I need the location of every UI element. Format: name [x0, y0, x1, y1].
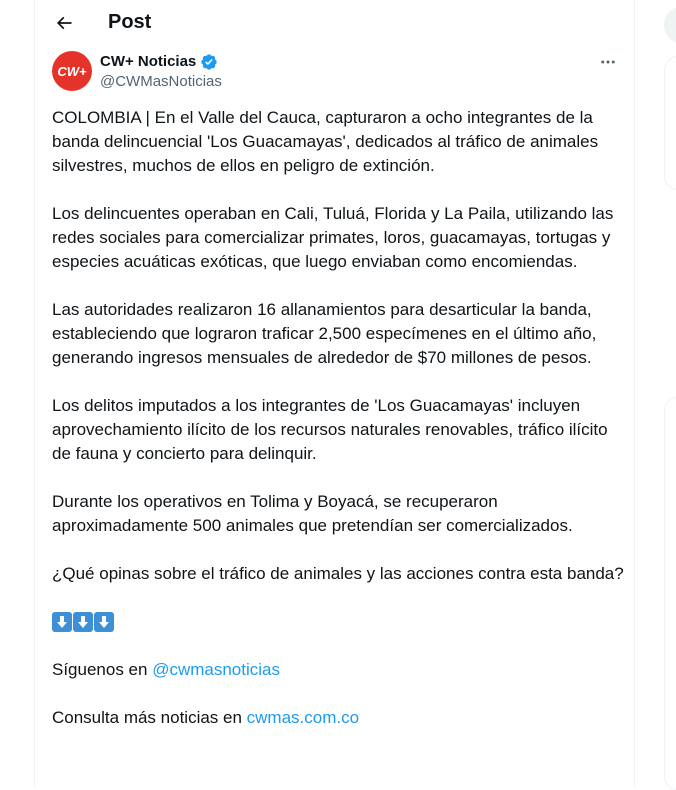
down-arrow-emoji-icon	[52, 612, 72, 632]
post-paragraph: COLOMBIA | En el Valle del Cauca, capturaron a ocho integrantes de la banda delincuencial 'Los Guacamayas', dedicados al tráfico de animales silvestres, muchos de ellos en peligro de extinción.	[52, 108, 599, 175]
follow-mention-link[interactable]: @cwmasnoticias	[152, 660, 280, 679]
down-arrow-emoji-icon	[73, 612, 93, 632]
follow-line	[52, 658, 624, 682]
post-paragraph: ¿Qué opinas sobre el tráfico de animales y las acciones contra esta banda?	[52, 564, 624, 583]
column-border-left	[34, 0, 35, 788]
avatar[interactable]	[52, 51, 92, 91]
post-header	[35, 0, 634, 46]
author-name: CW+ Noticias	[100, 53, 197, 70]
consult-prefix: Consulta más noticias en	[52, 708, 247, 727]
post-paragraph: Los delincuentes operaban en Cali, Tuluá, Florida y La Paila, utilizando las redes sociales para comercializar primates, loros, guacamayas, tortugas y especies acuáticas exóticas, que luego enviaban como encomiendas.	[52, 204, 614, 271]
cw-logo-icon	[52, 51, 92, 91]
more-dots-icon	[599, 53, 617, 71]
consult-line	[52, 706, 624, 730]
verified-badge-icon	[200, 53, 218, 71]
sidebar-card-edge	[664, 56, 676, 190]
post-paragraph: Las autoridades realizaron 16 allanamientos para desarticular la banda, estableciendo que lograron traficar 2,500 especímenes en el último año, generando ingresos mensuales de alrededor de $70 millones de pesos.	[52, 300, 597, 367]
follow-prefix: Síguenos en	[52, 660, 153, 679]
back-button[interactable]	[49, 8, 79, 38]
down-arrow-emoji-icon	[94, 612, 114, 632]
post-paragraph: Los delitos imputados a los integrantes de 'Los Guacamayas' incluyen aprovechamiento ilícito de los recursos naturales renovables, tráfico ilícito de fauna y concierto para delinquir.	[52, 396, 608, 463]
author-handle[interactable]: @CWMasNoticias	[100, 73, 222, 90]
back-arrow-icon	[54, 13, 74, 33]
post-text	[52, 106, 624, 754]
search-box-edge[interactable]	[664, 6, 676, 44]
author-name-link[interactable]	[100, 52, 218, 72]
column-border-right	[634, 0, 635, 788]
emoji-row	[52, 610, 624, 634]
page-title: Post	[108, 11, 152, 33]
more-options-button[interactable]	[596, 52, 620, 72]
post-paragraph: Durante los operativos en Tolima y Boyacá, se recuperaron aproximadamente 500 animales que pretendían ser comercializados.	[52, 492, 573, 535]
website-link[interactable]: cwmas.com.co	[246, 708, 360, 727]
avatar-logo-text: CW+	[57, 64, 87, 79]
sidebar-card-edge	[664, 397, 676, 790]
